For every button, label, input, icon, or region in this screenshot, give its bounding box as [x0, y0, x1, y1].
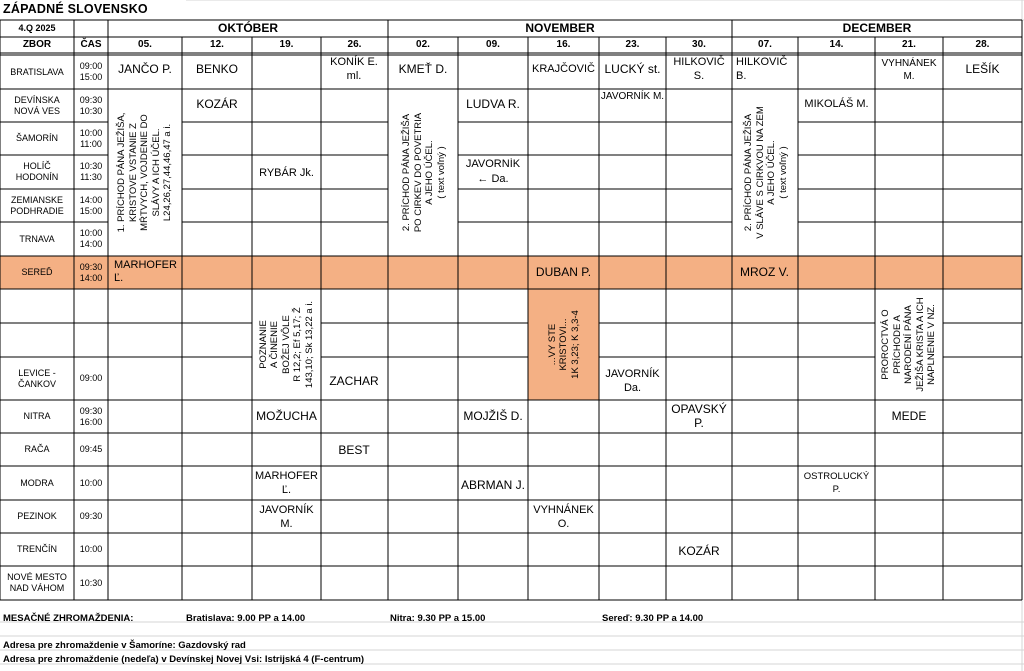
row-time-value: 15:00	[79, 72, 103, 82]
row-time-value: 14:00	[79, 239, 103, 249]
row-time-value: 14:00	[79, 194, 103, 205]
row-town	[0, 222, 74, 256]
sheet-title: ZÁPADNÉ SLOVENSKO	[3, 2, 148, 16]
entry-bratislava-oct12: BENKO	[195, 62, 238, 76]
date-header: 12.	[210, 39, 224, 50]
theme-line: NAPLNENIE V NZ.	[926, 304, 938, 385]
row-time	[74, 533, 108, 566]
theme-line: 1K 3,23; K 3,3-4	[569, 310, 581, 379]
theme-line: A JEHO ÚČEL.	[424, 140, 435, 205]
row-time	[74, 466, 108, 500]
theme-line: PROROCTVÁ O	[880, 309, 892, 380]
row-town-label: ZEMIANSKE PODHRADIE	[10, 194, 64, 216]
entry-raca-oct26: BEST	[338, 443, 370, 457]
row-town	[0, 256, 74, 289]
address-devinska: Adresa pre zhromaždenie (nedeľa) v Devínskej Novej Vsi: Istrijská 4 (F-centrum)	[3, 654, 365, 665]
theme-line: A JEHO ÚČEL.	[766, 140, 777, 205]
row-time	[74, 566, 108, 600]
row-town	[0, 357, 74, 400]
row-town	[0, 500, 74, 533]
date-header: 23.	[625, 39, 640, 50]
entry-sered-nov16: DUBAN P.	[535, 265, 592, 279]
entry-devinska-dec14: MIKOLÁŠ M.	[804, 98, 869, 110]
address-samorin: Adresa pre zhromaždenie v Šamoríne: Gazdovský rad	[3, 640, 246, 651]
row-time	[74, 55, 108, 89]
row-time	[74, 89, 108, 122]
theme-line: BOŽEJ VÔLE	[280, 315, 292, 374]
theme-line: L24,26,27,44,46,47 a i.	[162, 123, 174, 222]
date-header: 02.	[416, 39, 430, 50]
row-town	[0, 566, 74, 600]
row-time-value: 16:00	[79, 416, 103, 427]
entry-bratislava-nov02: KMEŤ D.	[398, 62, 448, 76]
row-town	[0, 433, 74, 466]
row-time	[74, 357, 108, 400]
entry-nitra-oct19: MOŽUCHA	[256, 409, 317, 423]
theme-line: 1. PRÍCHOD PÁNA JEŽIŠA,	[116, 112, 128, 233]
row-town-label: TRNAVA	[19, 233, 55, 244]
row-time-value: 11:00	[80, 138, 102, 149]
date-header: 07.	[758, 39, 772, 50]
entry-holic-nov09-arrow	[458, 173, 528, 189]
theme-line: MŔTVYCH, VOJDENIE DO	[139, 114, 151, 231]
row-town-label: SEREĎ	[21, 267, 53, 277]
entry-bratislava-dec07: HILKOVIČ B.	[736, 56, 788, 82]
row-time-value: 09:00	[79, 373, 103, 383]
row-town	[0, 89, 74, 122]
entry-levice-oct26: ZACHAR	[329, 374, 379, 388]
row-time-value: 11:30	[80, 172, 102, 182]
theme-line: KRISTOVI...	[558, 318, 570, 371]
theme-oct19	[253, 289, 320, 400]
theme-dec07	[735, 89, 797, 256]
row-time-value: 10:00	[79, 544, 103, 554]
entry-pezinok-oct19: JAVORNÍK M.	[259, 504, 314, 530]
theme-line: POZNANIE	[257, 320, 269, 369]
row-time	[74, 122, 108, 155]
theme-line: ...VY STE	[546, 323, 558, 366]
entry-bratislava-dec28: LEŠÍK	[965, 62, 1000, 76]
entry-modra-oct19: MARHOFER Ľ.	[255, 470, 318, 496]
theme-line: JEŽIŠA KRISTA A ICH	[914, 297, 926, 392]
theme-line: V SLÁVE S CIRKVOU NA ZEM	[754, 106, 766, 239]
row-time	[74, 189, 108, 222]
row-time-value: 15:00	[79, 205, 103, 216]
date-header: 30.	[692, 39, 706, 50]
row-time-value: 09:45	[79, 444, 103, 454]
row-time	[74, 155, 108, 189]
row-town-label: ŠAMORÍN	[15, 133, 58, 143]
arrow-left-icon: ←	[477, 173, 489, 185]
row-time-value: 10:00	[79, 228, 103, 238]
entry-bratislava-nov23: LUCKÝ st.	[604, 62, 661, 76]
row-time-value: 14:00	[79, 272, 103, 283]
row-town-label: HOLÍČ HODONÍN	[15, 161, 59, 182]
date-header: 26.	[347, 39, 362, 50]
row-town-label: PEZINOK	[17, 511, 57, 521]
month-header-november: NOVEMBER	[525, 21, 595, 35]
row-time	[74, 289, 108, 323]
theme-line: R 12,2; Ef 5,17; Ž	[292, 307, 304, 382]
date-header: 09.	[486, 39, 500, 50]
row-time-value: 09:00	[79, 61, 103, 71]
entry-devinska-nov23: JAVORNÍK M.	[600, 91, 665, 102]
theme-line: NARODENÍ PÁNA	[903, 305, 915, 384]
theme-nov02	[390, 89, 458, 256]
row-town	[0, 400, 74, 433]
entry-holic-nov09-suffix: Da.	[491, 173, 509, 185]
row-time-value: 09:30	[79, 94, 103, 105]
row-time-value: 10:30	[79, 161, 103, 171]
entry-sered-dec07: MROZ V.	[740, 265, 789, 279]
theme-oct05	[110, 89, 180, 256]
row-time	[74, 433, 108, 466]
theme-line: KRISTOVE VSTANIE Z	[127, 123, 139, 222]
theme-dec21	[876, 289, 942, 400]
row-time	[74, 256, 108, 289]
entry-devinska-nov09: LUDVA R.	[466, 97, 520, 111]
row-town-label: BRATISLAVA	[10, 66, 64, 77]
entry-trencin-nov30: KOZÁR	[678, 544, 720, 558]
row-time	[74, 400, 108, 433]
row-town	[0, 189, 74, 222]
entry-sered-oct05: MARHOFER Ľ.	[114, 259, 177, 284]
date-header: 16.	[556, 39, 571, 50]
row-time-value: 09:30	[79, 511, 103, 521]
theme-line: PRÍCHODE A	[891, 315, 903, 374]
row-town-label: DEVÍNSKA NOVÁ VES	[13, 94, 60, 116]
theme-nov16	[530, 289, 598, 400]
theme-line: PO CIRKEV DO POVETRIA	[412, 112, 424, 233]
row-time	[74, 500, 108, 533]
theme-line: A ČINENIE	[269, 321, 281, 368]
theme-line: 143,10; Sk 13,22 a i.	[303, 300, 315, 389]
row-town-label: LEVICE - ČANKOV	[17, 367, 56, 389]
monthly-bratislava: Bratislava: 9.00 PP a 14.00	[186, 613, 306, 624]
row-town-label: NITRA	[23, 411, 51, 421]
row-time	[74, 323, 108, 357]
entry-holic-oct19: RYBÁR Jk.	[259, 167, 314, 179]
monthly-nitra: Nitra: 9.30 PP a 15.00	[390, 613, 486, 624]
row-town-label: MODRA	[20, 477, 54, 488]
date-header: 14.	[829, 39, 844, 50]
entry-modra-dec14: OSTROLUCKÝ P.	[803, 471, 870, 495]
theme-line: ( text voľný )	[435, 146, 447, 199]
date-header: 28.	[975, 39, 990, 50]
row-time-value: 09:30	[79, 261, 103, 272]
row-time-value: 10:30	[79, 577, 103, 588]
entry-nitra-nov09: MOJŽIŠ D.	[463, 409, 523, 423]
date-header: 19.	[279, 39, 294, 50]
entry-holic-nov09: JAVORNÍK	[465, 158, 521, 170]
row-town	[0, 533, 74, 566]
row-town-label: NOVÉ MESTO NAD VÁHOM	[7, 572, 67, 593]
entry-nitra-nov30: OPAVSKÝ P.	[671, 402, 727, 430]
monthly-sered: Sereď: 9.30 PP a 14.00	[602, 613, 704, 624]
theme-line: 2. PRÍCHOD PÁNA JEŽIŠA	[743, 113, 754, 232]
entry-bratislava-nov30: HILKOVIČ S.	[673, 56, 725, 82]
row-town-label: TRENČÍN	[17, 544, 57, 554]
date-header: 05.	[138, 39, 152, 50]
row-time-value: 09:30	[79, 405, 103, 416]
date-header: 21.	[902, 39, 916, 50]
row-time-value: 10:00	[79, 477, 103, 488]
theme-line: ( text voľný )	[777, 146, 789, 199]
row-town	[0, 323, 74, 357]
entry-bratislava-oct05: JANČO P.	[118, 62, 172, 76]
row-town-label: RAČA	[24, 444, 50, 454]
row-town	[0, 466, 74, 500]
column-header-cas: ČAS	[80, 39, 102, 50]
entry-levice-nov23: JAVORNÍK Da.	[605, 368, 660, 394]
entry-devinska-oct12: KOZÁR	[196, 97, 238, 111]
entry-bratislava-nov16: KRAJČOVIČ	[532, 63, 595, 75]
row-town	[0, 289, 74, 323]
month-header-october: OKTÓBER	[218, 21, 278, 35]
entry-bratislava-oct26: KONÍK E. ml.	[330, 56, 378, 82]
entry-pezinok-nov16: VYHNÁNEK O.	[533, 504, 594, 530]
theme-line: 2. PRÍCHOD PÁNA JEŽIŠA	[401, 113, 412, 232]
row-time-value: 10:30	[79, 105, 103, 116]
entry-bratislava-dec21: VYHNÁNEK M.	[881, 58, 937, 82]
entry-modra-nov09: ABRMAN J.	[460, 478, 525, 492]
row-time	[74, 222, 108, 256]
row-town	[0, 155, 74, 189]
monthly-meetings-label: MESAČNÉ ZHROMAŽDENIA:	[3, 613, 134, 624]
row-town	[0, 122, 74, 155]
theme-line: SLÁVY A ICH ÚČEL.	[150, 128, 162, 217]
row-town	[0, 55, 74, 89]
entry-nitra-dec21: MEDE	[891, 409, 927, 423]
month-header-december: DECEMBER	[842, 21, 912, 35]
row-time-value: 10:00	[79, 127, 103, 138]
column-header-zbor: ZBOR	[22, 39, 52, 50]
quarter-label: 4.Q 2025	[18, 23, 56, 33]
